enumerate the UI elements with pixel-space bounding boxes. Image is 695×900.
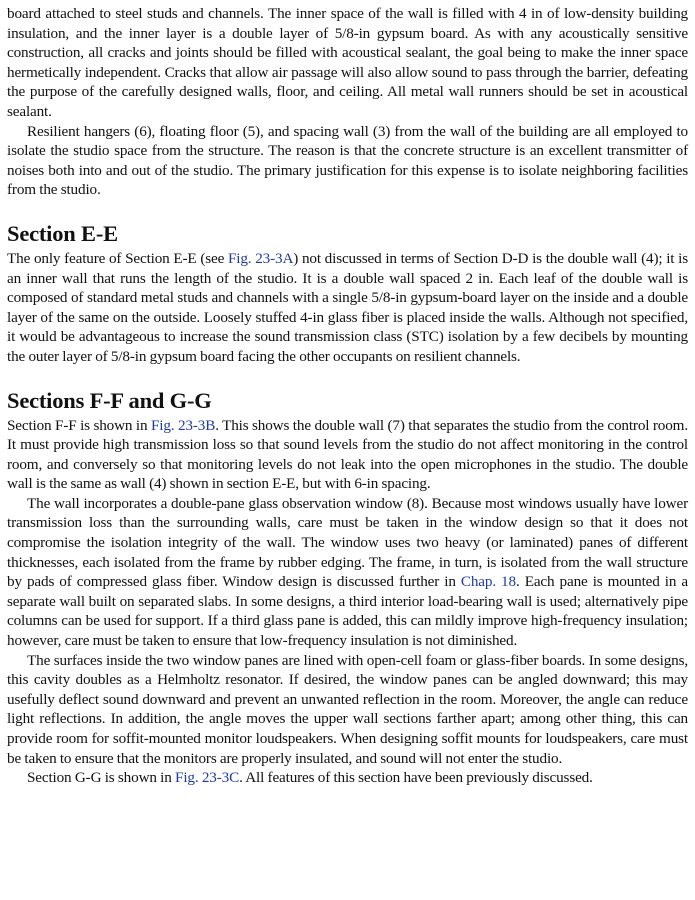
section-f-f-g-g-body	[7, 416, 688, 788]
paragraph	[7, 651, 688, 769]
paragraph-text: . Each pane is mounted in a separate wall built on separated slabs. In some designs, a third interior load-bearing wall is used; alternatively pipe columns can be used for support. If a third glass pane is added, this can mildly improve high-frequency insulation; however, care must be taken to ensure that low-frequency insulation is not diminished.	[7, 573, 688, 650]
paragraph-text: The only feature of Section E-E (see	[7, 249, 228, 267]
figure-reference-link[interactable]: Fig. 23-3C	[175, 769, 240, 787]
paragraph-text: ) not discussed in terms of Section D-D is the double wall (4); it is an inner wall that runs the length of the studio. It is a double wall spaced 2 in. Each leaf of the double wall is composed of standard metal studs and channels with a single 5/8-in gypsum-board layer on the inside and a double layer of the same on the outside. Loosely stuffed 4-in glass fiber is placed inside the walls. Although not specified, it would be advantageous to increase the sound transmission class (STC) isolation by a few decibels by mounting the outer layer of 5/8-in gypsum board facing the other occupants on resilient channels.	[7, 249, 688, 365]
paragraph-text: Section F-F is shown in	[7, 416, 151, 434]
paragraph-text: . All features of this section have been previously discussed.	[239, 769, 593, 787]
paragraph	[7, 768, 688, 788]
paragraph-text: The surfaces inside the two window panes are lined with open-cell foam or glass-fiber boards. In some designs, this cavity doubles as a Helmholtz resonator. If desired, the window panes can be angled downward; this may usefully deflect sound downward and prevent an unwanted reflection in the room. Moreover, the angle can reduce light reflections. In addition, the angle moves the upper wall sections farther apart; among other thing, this can provide room for soffit-mounted monitor loudspeakers. When designing soffit mounts for loudspeakers, care must be taken to ensure that the monitors are properly insulated, and sound will not enter the studio.	[7, 651, 688, 767]
figure-reference-link[interactable]: Fig. 23-3B	[150, 416, 216, 434]
paragraph-text: Resilient hangers (6), floating floor (5), and spacing wall (3) from the wall of the building are all employed to isolate the studio space from the structure. The reason is that the concrete structure is an excellent transmitter of noises both into and out of the studio. The primary justification for this expense is to isolate neighboring facilities from the studio.	[7, 122, 688, 199]
figure-reference-link[interactable]: Fig. 23-3A	[227, 249, 294, 267]
paragraph	[7, 494, 688, 651]
paragraph-text: The wall incorporates a double-pane glass observation window (8). Because most windows usually have lower transmission loss than the surrounding walls, care must be taken in the window design so that it does not compromise the isolation integrity of the wall. The window uses two heavy (or laminated) panes of different thicknesses, each isolated from the frame by rubber edging. The frame, in turn, is isolated from the wall structure by pads of compressed glass fiber. Window design is discussed further in	[7, 494, 688, 591]
paragraph	[7, 122, 688, 200]
paragraph-text: board attached to steel studs and channels. The inner space of the wall is filled with 4 in of low-density building insulation, and the inner layer is a double layer of 5/8-in gypsum board. As with any acoustically sensitive construction, all cracks and joints should be filled with acoustical sealant, the goal being to make the inner space hermetically independent. Cracks that allow air passage will also allow sound to pass through the barrier, defeating the purpose of the carefully designed walls, floor, and ceiling. All metal wall runners should be set in acoustical sealant.	[7, 5, 688, 120]
paragraph	[7, 416, 688, 494]
figure-reference-link[interactable]: Chap. 18	[460, 573, 516, 591]
intro-block	[7, 4, 688, 200]
section-f-f-g-g-heading: Sections F-F and G-G	[7, 387, 212, 413]
paragraph	[7, 249, 688, 367]
paragraph	[7, 4, 688, 122]
section-e-e-body	[7, 249, 688, 367]
paragraph-text: Section G-G is shown in	[27, 769, 176, 787]
paragraph-text: . This shows the double wall (7) that separates the studio from the control room. It must provide high transmission loss so that sound levels from the studio do not affect monitoring in the control room, and conversely so that monitoring levels do not leak into the open microphones in the studio. The double wall is the same as wall (4) shown in section E-E, but with 6-in spacing.	[7, 416, 688, 493]
section-e-e-heading: Section E-E	[7, 220, 118, 246]
